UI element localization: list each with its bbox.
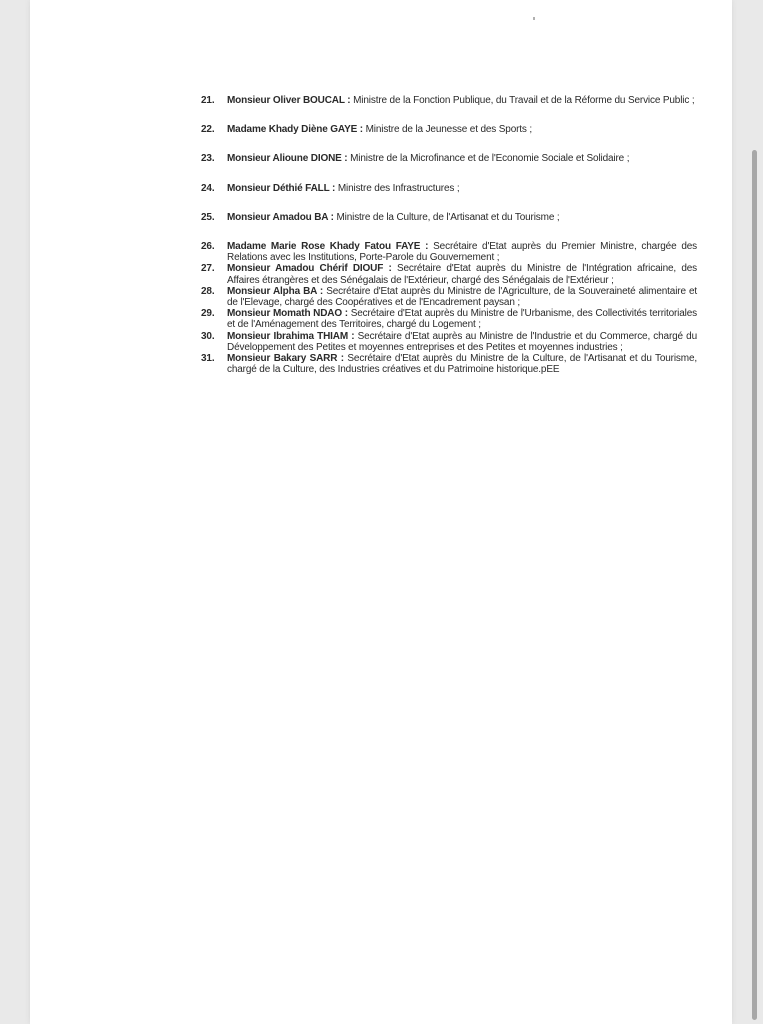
item-content	[227, 124, 697, 135]
scan-speck	[533, 17, 535, 20]
item-number: 28.	[201, 285, 215, 297]
item-number: 29.	[201, 308, 215, 320]
item-number: 31.	[201, 353, 215, 365]
person-name: Monsieur Bakary SARR :	[227, 353, 344, 365]
person-role: Ministre des Infrastructures ;	[337, 182, 460, 194]
item-content	[227, 95, 697, 106]
person-name: Monsieur Alpha BA :	[227, 285, 324, 297]
list-item	[201, 241, 697, 263]
list-item	[201, 263, 697, 285]
person-role: Secrétaire d'Etat auprès du Ministre de l'Intégration africaine, des Affaires étrangères et des Sénégalais de l'Extérieur, chargé des Sénégalais de l'Extérieur ;	[227, 263, 697, 286]
person-name: Monsieur Ibrahima THIAM :	[227, 330, 355, 342]
item-content	[227, 286, 697, 308]
scrollbar-thumb[interactable]	[752, 150, 757, 1020]
minister-list	[201, 95, 697, 375]
person-role: Ministre de la Microfinance et de l'Economie Sociale et Solidaire ;	[350, 153, 630, 165]
item-content	[227, 153, 697, 164]
item-number: 24.	[201, 182, 215, 194]
person-role: Ministre de la Culture, de l'Artisanat et du Tourisme ;	[336, 211, 560, 223]
document-page	[30, 0, 732, 1024]
list-item	[201, 95, 697, 106]
item-content	[227, 183, 697, 194]
person-name: Monsieur Amadou Chérif DIOUF :	[227, 263, 392, 275]
person-name: Monsieur Alioune DIONE :	[227, 153, 348, 165]
item-number: 23.	[201, 153, 215, 165]
item-number: 30.	[201, 330, 215, 342]
item-number: 27.	[201, 263, 215, 275]
person-name: Madame Marie Rose Khady Fatou FAYE :	[227, 241, 429, 253]
list-item	[201, 153, 697, 164]
list-item	[201, 353, 697, 375]
list-item	[201, 124, 697, 135]
person-role: Ministre de la Jeunesse et des Sports ;	[365, 124, 533, 136]
list-item	[201, 308, 697, 330]
item-content	[227, 212, 697, 223]
list-item	[201, 183, 697, 194]
list-item	[201, 331, 697, 353]
item-content	[227, 263, 697, 285]
item-content	[227, 308, 697, 330]
list-item	[201, 286, 697, 308]
person-role: Secrétaire d'Etat auprès du Premier Ministre, chargée des Relations avec les Institutions, Porte-Parole du Gouvernement ;	[227, 241, 697, 264]
person-role: Secrétaire d'Etat auprès du Ministre de l'Urbanisme, des Collectivités territoriales et de l'Aménagement des Territoires, chargé du Logement ;	[227, 308, 697, 331]
item-number: 25.	[201, 211, 215, 223]
person-name: Monsieur Oliver BOUCAL :	[227, 95, 351, 106]
person-name: Monsieur Amadou BA :	[227, 211, 334, 223]
list-item	[201, 212, 697, 223]
person-name: Monsieur Momath NDAO :	[227, 308, 348, 320]
item-number: 22.	[201, 124, 215, 136]
item-number: 26.	[201, 241, 215, 253]
person-role: Secrétaire d'Etat auprès au Ministre de l'Industrie et du Commerce, chargé du Développement des Petites et moyennes entreprises et des Petites et moyennes industries ;	[227, 330, 697, 353]
person-name: Madame Khady Diène GAYE :	[227, 124, 363, 136]
person-role: Secrétaire d'Etat auprès du Ministre de la Culture, de l'Artisanat et du Tourisme, chargé de la Culture, des Industries créatives et du Patrimoine historique.pEE	[227, 353, 697, 376]
person-name: Monsieur Déthié FALL :	[227, 182, 336, 194]
item-number: 21.	[201, 95, 215, 106]
item-content	[227, 331, 697, 353]
item-content	[227, 241, 697, 263]
person-role: Secrétaire d'Etat auprès du Ministre de l'Agriculture, de la Souveraineté alimentaire et de l'Elevage, chargé des Coopératives et de l'Encadrement paysan ;	[227, 285, 697, 309]
person-role: Ministre de la Fonction Publique, du Travail et de la Réforme du Service Public ;	[353, 95, 695, 106]
item-content	[227, 353, 697, 375]
